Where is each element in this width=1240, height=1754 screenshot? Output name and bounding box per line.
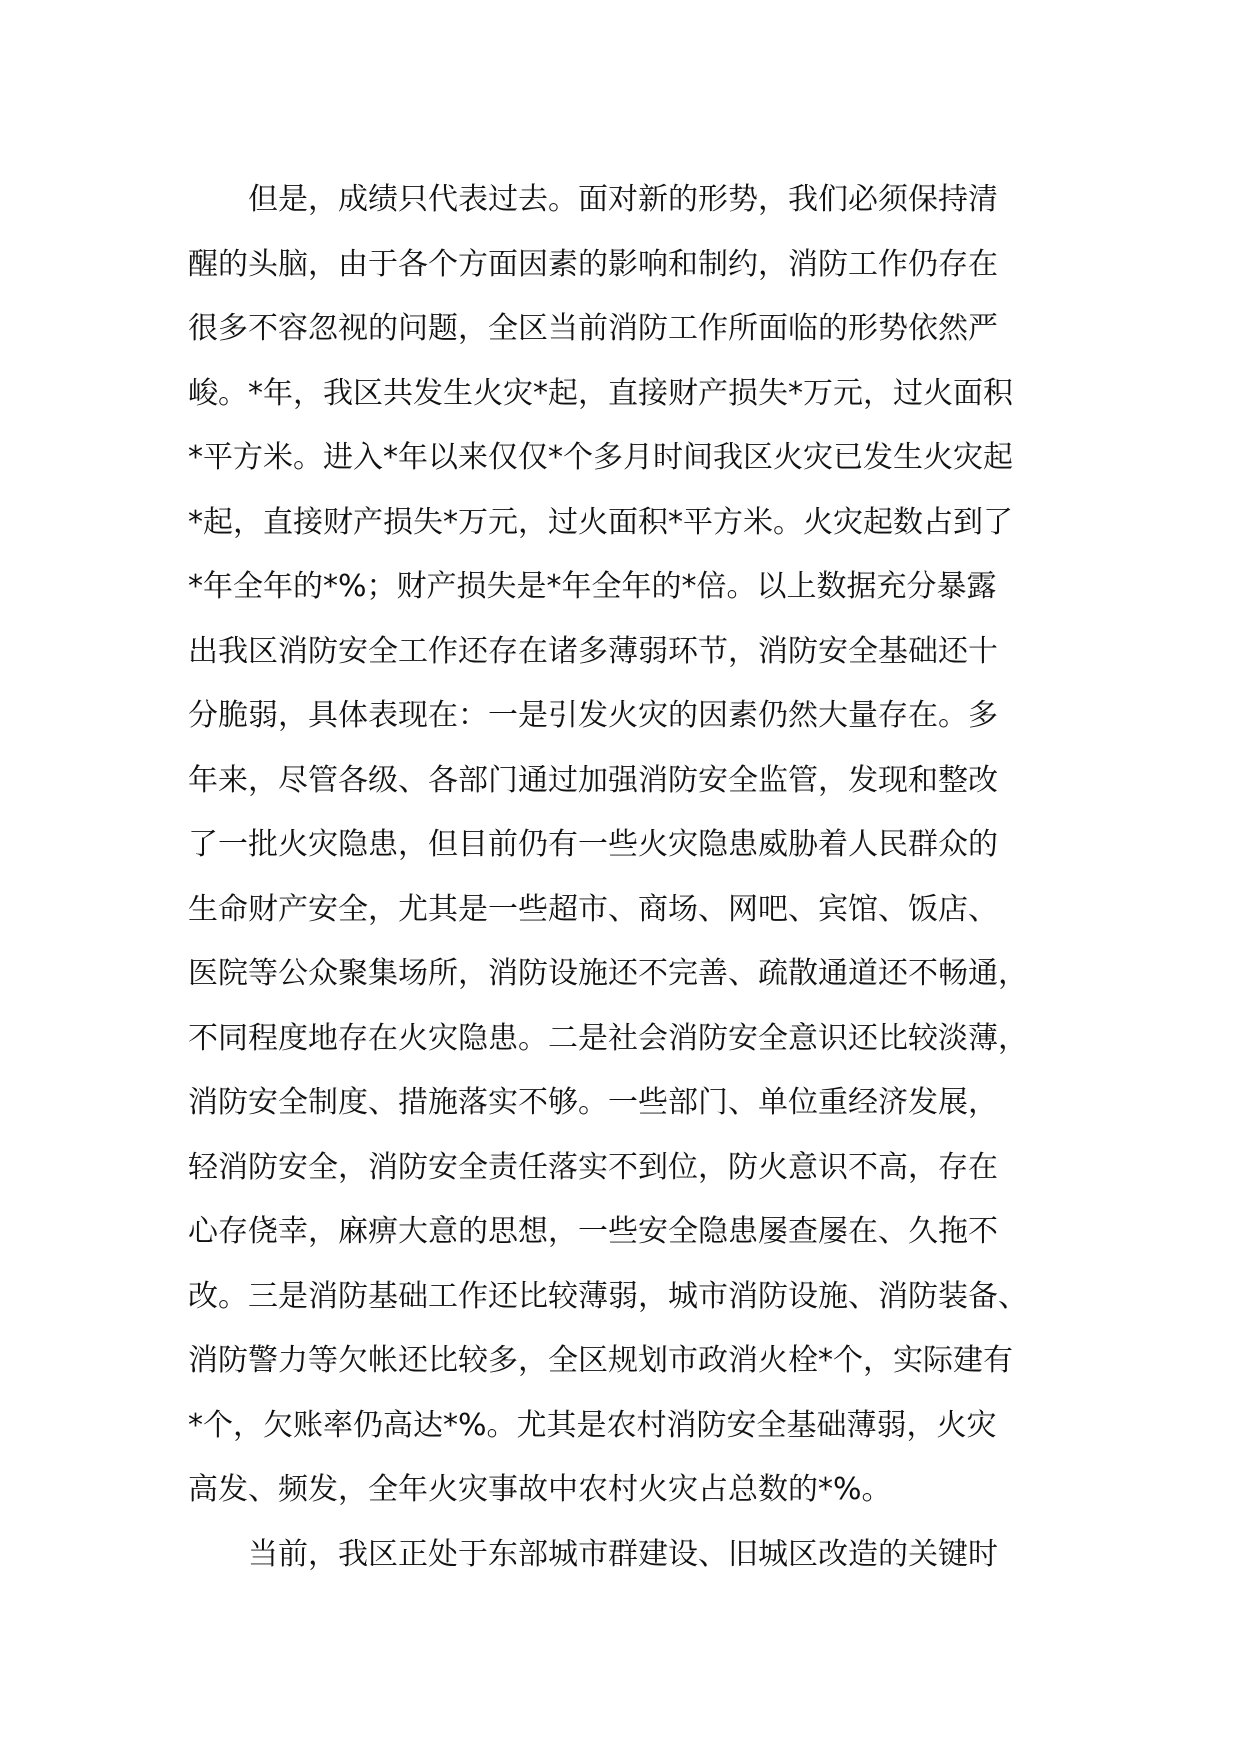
paragraph-line: 消防安全制度、措施落实不够。一些部门、单位重经济发展， — [188, 1085, 998, 1120]
paragraph-line: 轻消防安全，消防安全责任落实不到位，防火意识不高，存在 — [188, 1149, 998, 1185]
paragraph-line: 峻。*年，我区共发生火灾*起，直接财产损失*万元，过火面积 — [188, 375, 1013, 411]
paragraph-line: 了一批火灾隐患，但目前仍有一些火灾隐患威胁着人民群众的 — [188, 827, 998, 862]
paragraph-line: 改。三是消防基础工作还比较薄弱，城市消防设施、消防装备、 — [188, 1278, 1028, 1314]
paragraph-line: 高发、频发，全年火灾事故中农村火灾占总数的*%。 — [188, 1472, 892, 1507]
paragraph-line: *个，欠账率仍高达*%。尤其是农村消防安全基础薄弱，火灾 — [188, 1407, 997, 1443]
paragraph-line: 年来，尽管各级、各部门通过加强消防安全监管，发现和整改 — [188, 762, 998, 798]
paragraph-line: 不同程度地存在火灾隐患。二是社会消防安全意识还比较淡薄， — [188, 1020, 1028, 1056]
paragraph-line: 但是，成绩只代表过去。面对新的形势，我们必须保持清 — [248, 182, 998, 217]
paragraph-line: 生命财产安全，尤其是一些超市、商场、网吧、宾馆、饭店、 — [188, 891, 998, 927]
paragraph-line: 当前，我区正处于东部城市群建设、旧城区改造的关键时 — [248, 1536, 998, 1572]
paragraph-line: 消防警力等欠帐还比较多，全区规划市政消火栓*个，实际建有 — [188, 1343, 1013, 1378]
paragraph-line: *起，直接财产损失*万元，过火面积*平方米。火灾起数占到了 — [188, 504, 1013, 540]
paragraph-line: 分脆弱，具体表现在：一是引发火灾的因素仍然大量存在。多 — [188, 698, 998, 733]
paragraph-line: 醒的头脑，由于各个方面因素的影响和制约，消防工作仍存在 — [188, 246, 998, 282]
paragraph-line: 出我区消防安全工作还存在诸多薄弱环节，消防安全基础还十 — [188, 633, 998, 669]
paragraph-line: 心存侥幸，麻痹大意的思想，一些安全隐患屡查屡在、久拖不 — [188, 1214, 998, 1249]
paragraph-line: 医院等公众聚集场所，消防设施还不完善、疏散通道还不畅通， — [188, 956, 1028, 991]
paragraph-line: *平方米。进入*年以来仅仅*个多月时间我区火灾已发生火灾起 — [188, 440, 1013, 475]
paragraph-line: 很多不容忽视的问题，全区当前消防工作所面临的形势依然严 — [188, 311, 998, 346]
paragraph-line: *年全年的*%；财产损失是*年全年的*倍。以上数据充分暴露 — [188, 569, 997, 604]
body-text — [188, 168, 1068, 1587]
